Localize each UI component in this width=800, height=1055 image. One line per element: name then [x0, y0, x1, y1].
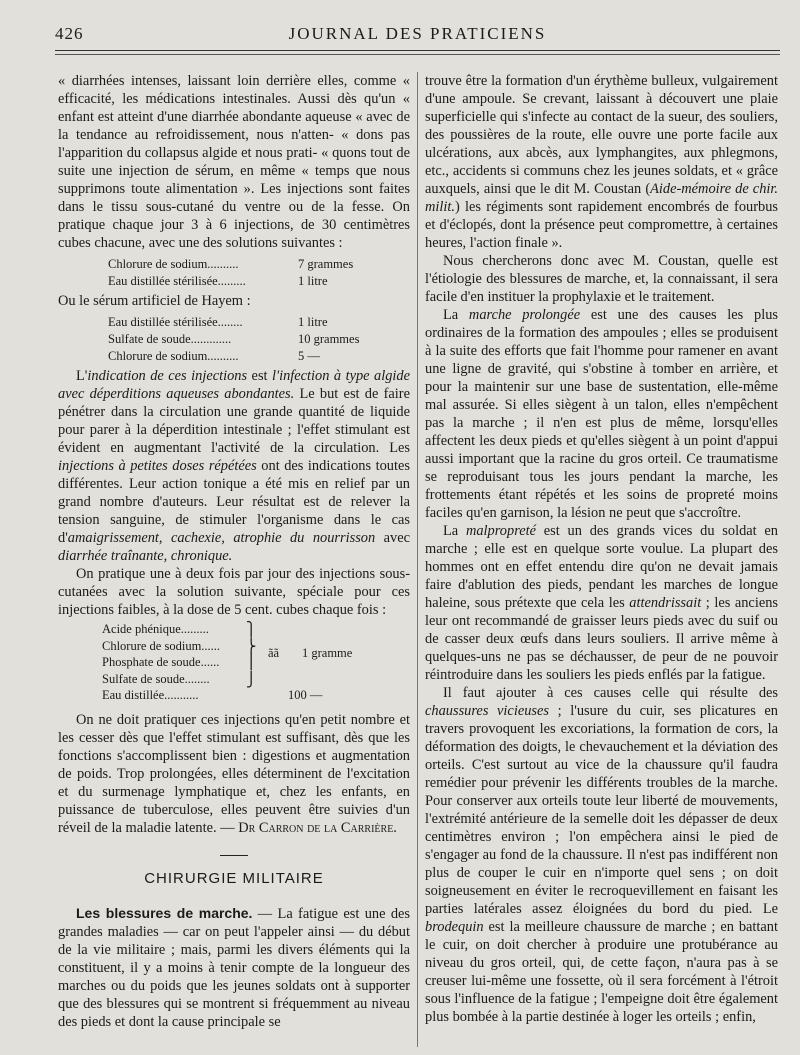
- recipe-row: [108, 331, 410, 348]
- recipe-ingredient: Acide phénique.........: [102, 622, 209, 636]
- recipe-ingredient: Eau distillée...........: [102, 688, 199, 702]
- recipe-phenic: [102, 621, 410, 707]
- paragraph-serum-quote: « diarrhées intenses, laissant loin derrière elles, comme « efficacité, les médications intestinales. Aussi dès qu'un « enfant est atteint d'une diarrhée abondante aqueuse « avec de la tendance au refroidissement, nous n'atten- « dons pas l'apparition du collapsus algide et nous prati- « quons tout de suite une injection de sérum, en même « temps que nous supprimons toute alimentation ». Les injections sont faites dans le tissu sous-cutané du ventre ou de la fesse. On pratique chaque jour 3 à 6 injections, de 30 centimètres cubes chacune, avec une des solutions suivantes :: [58, 73, 410, 251]
- recipe-saline: [108, 256, 410, 290]
- recipe-quantity: 5 —: [298, 349, 320, 363]
- recipe-ingredient: Chlorure de sodium..........: [108, 349, 239, 363]
- left-column: [58, 72, 410, 1031]
- recipe-quantity: 1 litre: [298, 315, 328, 329]
- paragraph-indication: L'indication de ces injections est l'infection à type algide avec déperditions aqueuses abondantes. Le but est de faire pénétrer dans la circulation une grande quantité de liquide pour parer à la déperdition intestinale ; l'effet stimulant est évident en augmentant l'activité de la circulation. Les injections à petites doses répétées ont des indications toutes différentes. Leur action tonique a été mis en relief par un grand nombre d'auteurs. Leur résultat est de relever la tension sanguine, de stimuler l'organisme dans le cas d'amaigrissement, cachexie, atrophie du nourrisson avec diarrhée traînante, chronique.: [58, 368, 410, 564]
- recipe-aa: ãã: [268, 646, 280, 660]
- header-rule-thin: [55, 54, 780, 55]
- recipe-ingredient: Sulfate de soude.............: [108, 332, 232, 346]
- recipe-ingredient: Chlorure de sodium......: [102, 638, 221, 653]
- recipe-row: [108, 314, 410, 331]
- section-dash: [220, 855, 248, 856]
- recipe-ingredient: Eau distillée stérilisée.........: [108, 274, 246, 288]
- author-signature: Dr Carron de la Carrière.: [238, 820, 397, 836]
- column-divider: [417, 72, 418, 1047]
- recipe-row: [108, 256, 410, 273]
- paragraph-uncleanliness: La malpropreté est un des grands vices du soldat en marche ; elle est en quelque sorte voulue. La plupart des hommes ont en effet entendu dire qu'on ne devait jamais faire d'ablution des pieds, pendant les marches de longue haleine, sous prétexte que cela les attendrissait ; les anciens leur ont recommandé de graisser leurs pieds avec du suif ou de casser deux œufs dans leurs souliers. Il arrive même à quelques-uns ne pas se déchausser, de peur de ne pouvoir réintroduire dans les souliers les pieds enflés par la fatigue.: [425, 523, 779, 683]
- recipe-row: [108, 348, 410, 365]
- recipe-quantity: 100 —: [288, 688, 323, 702]
- right-column: [425, 72, 778, 1026]
- page-number: 426: [55, 24, 84, 43]
- recipe-quantity: 1 litre: [298, 274, 328, 288]
- journal-title: JOURNAL DES PRATICIENS: [288, 24, 547, 43]
- recipe-ingredient: Sulfate de soude........: [102, 671, 210, 686]
- paragraph-footwear: Il faut ajouter à ces causes celle qui résulte des chaussures vicieuses ; l'usure du cuir, ses plicatures en travers provoquent les excoriations, la formation de cors, la déformation des doigts, le chevauchement et la déviation des orteils. C'est surtout au vice de la chaussure qu'il faudra remédier pour prévenir les différents troubles de la marche. Pour conserver aux orteils toute leur liberté de mouvements, l'extrémité antérieure de la semelle doit les dépasser de deux centimètres environ ; l'on empêchera ainsi le pied de s'engager au fond de la chaussure. Il n'est pas indifférent non plus de couper le cuir en n'importe quel sens ; on doit soigneusement en éviter le recroquevillement en faisant les parties latérales assez éloignées du bord du pied. Le brodequin est la meilleure chaussure de marche ; en battant le cuir, on doit chercher à produire une protubérance au niveau du gros orteil, qui, de cette façon, n'aura pas à se creuser lui-même une fossette, où il sera forcément à l'étroit sous l'influence de la fatigue ; l'empeigne doit être également plus bombée à la partie destinée à loger les orteils ; enfin,: [425, 685, 779, 1025]
- paragraph-blister: trouve être la formation d'un érythème bulleux, vulgairement d'une ampoule. Se crevant, laissant à découvert une plaie superficielle qui s'infecte au contact de la sueur, des souliers, des poussières de la route, elle ouvre une porte facile aux ulcérations, aux abcès, aux lymphangites, aux phlegmons, etc., accidents si communs chez les jeunes soldats, et « grâce auxquels, ainsi que le dit M. Coustan (Aide-mémoire de chir. milit.) les régiments sont rapidement encombrés de fourbus et d'éclopés, dont la présence peut compromettre, à certaines heures, l'action finale ».: [425, 73, 778, 251]
- paragraph-caution: On ne doit pratiquer ces injections qu'en petit nombre et les cesser dès que l'effet stimulant est suffisant, dès que les fonctions s'accomplissent bien : digestions et augmentation de poids. Trop prolongées, elles déterminent de l'excitation et du surmenage lymphatique et, chez les enfants, en puissance de tuberculose, elles peuvent être suivies d'un réveil de la maladie latente. — Dr Carron de la Carrière.: [58, 712, 410, 836]
- paragraph-prolonged-march: La marche prolongée est une des causes les plus ordinaires de la formation des ampoules ; elles se produisent à la suite des efforts que fait l'homme pour ramener en avant une ligne de gravité, qui s'obstine à tomber en arrière, et pour la maintenir sur une base de sustentation, elle-même mal assurée. Si elles siègent à un talon, elles n'empêchent pas la marche ; il n'en est plus de même, lorsqu'elles affectent les deux pieds et qu'elles siègent à un point d'appui aussi important que la racine du gros orteil. Ce traumatisme se reproduisant tous les jours pendant la marche, les frottements étant répétés et les soins de propreté moins faciles qu'en garnison, la lésion ne peut que s'accroître.: [425, 307, 778, 521]
- article-lead: Les blessures de marche.: [76, 905, 253, 921]
- page-header: [55, 24, 780, 48]
- brace-glyph: ⎫ ⎬ ⎪ ⎭: [246, 623, 257, 688]
- recipe-hayem: [108, 314, 410, 365]
- recipe-row: [108, 273, 410, 290]
- recipe-quantity: 10 grammes: [298, 332, 360, 346]
- header-rule: [55, 50, 780, 51]
- recipe-ingredient: Phosphate de soude......: [102, 655, 220, 669]
- recipe-quantity: 1 gramme: [302, 646, 353, 660]
- section-title: CHIRURGIE MILITAIRE: [144, 870, 324, 887]
- paragraph-small-doses: On pratique une à deux fois par jour des injections sous-cutanées avec la solution suivante, spéciale pour ces injections faibles, à la dose de 5 cent. cubes chaque fois :: [58, 566, 410, 618]
- recipe-quantity: 7 grammes: [298, 257, 354, 271]
- paragraph-marching-wounds: Les blessures de marche. — La fatigue est une des grandes maladies — car on peut l'appeler ainsi — du début de la vie militaire ; mais, parmi les divers éléments qui la constituent, il y a moins à tenir compte de la longueur des marches ou du poids que les jeunes soldats ont à supporter que des blessures qui se montrent si fréquemment au niveau des pieds et dont la cause principale se: [58, 905, 410, 1030]
- recipe-ingredient: Eau distillée stérilisée........: [108, 315, 243, 329]
- section-heading: [58, 855, 410, 888]
- hayem-heading: Ou le sérum artificiel de Hayem :: [58, 293, 251, 309]
- paragraph-etiology: Nous chercherons donc avec M. Coustan, quelle est l'étiologie des blessures de marche, et, la connaissant, il sera facile d'en instituer la prophylaxie et le traitement.: [425, 253, 778, 305]
- recipe-ingredient: Chlorure de sodium..........: [108, 257, 239, 271]
